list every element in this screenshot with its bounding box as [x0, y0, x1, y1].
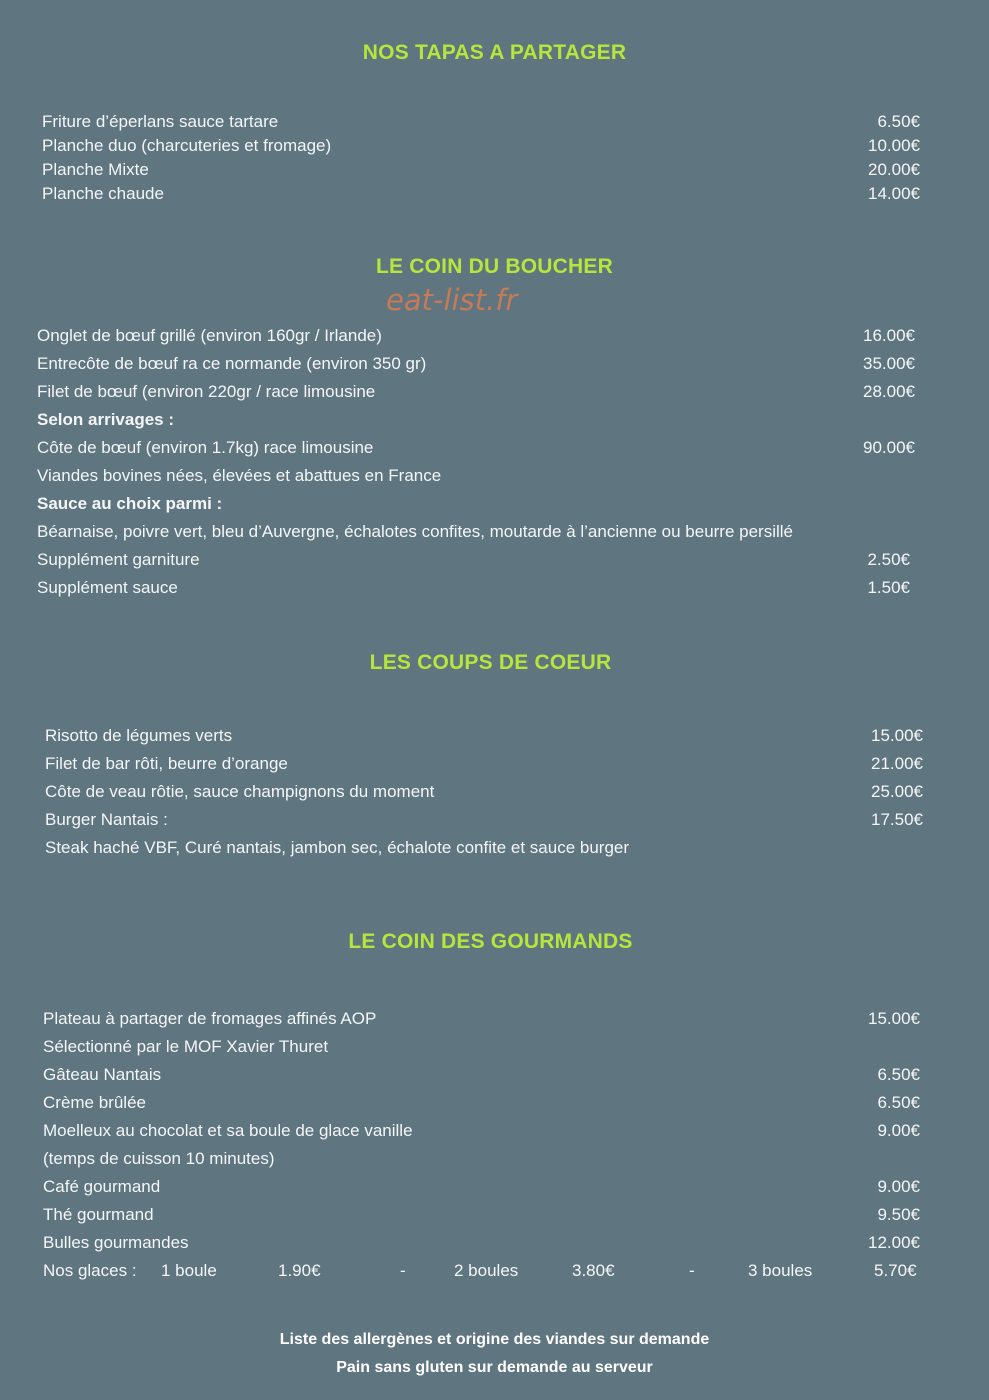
menu-item-label: (temps de cuisson 10 minutes): [43, 1149, 275, 1168]
menu-item-price: 6.50€: [877, 1093, 920, 1112]
section-title-tapas: NOS TAPAS A PARTAGER: [362, 41, 627, 64]
menu-item-price: 10.00€: [868, 136, 920, 155]
menu-item-label: Supplément garniture: [37, 550, 200, 569]
menu-item-label: Entrecôte de bœuf ra ce normande (environ 350 gr): [37, 354, 427, 373]
menu-item-label: Sélectionné par le MOF Xavier Thuret: [43, 1037, 329, 1056]
footer-allergens: Liste des allergènes et origine des viandes sur demande: [279, 1331, 710, 1348]
menu-item-label: Béarnaise, poivre vert, bleu d’Auvergne, échalotes confites, moutarde à l’ancienne ou beurre persillé: [37, 522, 794, 541]
menu-item-label: Planche duo (charcuteries et fromage): [42, 136, 332, 155]
glaces-separator: -: [400, 1261, 406, 1280]
menu-item-price: 9.00€: [877, 1177, 920, 1196]
menu-item-label: Supplément sauce: [37, 578, 178, 597]
menu-item-price: 9.00€: [877, 1121, 920, 1140]
footer-gluten-free: Pain sans gluten sur demande au serveur: [336, 1359, 653, 1376]
section-title-gourmands: LE COIN DES GOURMANDS: [348, 930, 633, 953]
menu-item-label: Steak haché VBF, Curé nantais, jambon sec, échalote confite et sauce burger: [45, 838, 630, 857]
section-title-boucher: LE COIN DU BOUCHER: [376, 255, 613, 278]
menu-item-label: Selon arrivages :: [37, 410, 175, 429]
menu-item-label: Onglet de bœuf grillé (environ 160gr / Irlande): [37, 326, 382, 345]
menu-item-label: Thé gourmand: [43, 1205, 154, 1224]
menu-item-label: Moelleux au chocolat et sa boule de glace vanille: [43, 1121, 413, 1140]
menu-item-label: Bulles gourmandes: [43, 1233, 189, 1252]
glaces-two-label: 2 boules: [454, 1261, 519, 1280]
menu-item-price: 21.00€: [871, 754, 923, 773]
menu-item-price: 9.50€: [877, 1205, 920, 1224]
watermark: eat-list.fr: [386, 283, 518, 317]
glaces-three-price: 5.70€: [874, 1261, 917, 1280]
glaces-one-label: 1 boule: [161, 1261, 217, 1280]
menu-item-label: Gâteau Nantais: [43, 1065, 162, 1084]
glaces-three-label: 3 boules: [748, 1261, 813, 1280]
menu-item-label: Filet de bar rôti, beurre d’orange: [45, 754, 288, 773]
glaces-two-price: 3.80€: [572, 1261, 615, 1280]
menu-item-label: Côte de bœuf (environ 1.7kg) race limousine: [37, 438, 374, 457]
menu-item-label: Café gourmand: [43, 1177, 161, 1196]
menu-item-price: 17.50€: [871, 810, 923, 829]
menu-item-price: 15.00€: [868, 1009, 920, 1028]
menu-item-label: Friture d’éperlans sauce tartare: [42, 112, 279, 131]
menu-item-label: Plateau à partager de fromages affinés AOP: [43, 1009, 377, 1028]
glaces-one-price: 1.90€: [278, 1261, 321, 1280]
menu-item-price: 6.50€: [877, 112, 920, 131]
glaces-row: [0, 1261, 989, 1283]
menu-item-label: Burger Nantais :: [45, 810, 168, 829]
menu-item-price: 35.00€: [863, 354, 915, 373]
menu-item-label: Viandes bovines nées, élevées et abattues en France: [37, 466, 442, 485]
menu-item-price: 2.50€: [867, 550, 910, 569]
section-title-coeur: LES COUPS DE COEUR: [369, 651, 612, 674]
glaces-label: Nos glaces :: [43, 1261, 137, 1280]
menu-item-price: 20.00€: [868, 160, 920, 179]
menu-item-price: 90.00€: [863, 438, 915, 457]
menu-item-price: 1.50€: [867, 578, 910, 597]
glaces-separator: -: [689, 1261, 695, 1280]
menu-item-price: 14.00€: [868, 184, 920, 203]
menu-item-label: Sauce au choix parmi :: [37, 494, 223, 513]
menu-item-price: 25.00€: [871, 782, 923, 801]
menu-item-label: Risotto de légumes verts: [45, 726, 233, 745]
menu-item-price: 28.00€: [863, 382, 915, 401]
menu-item-price: 15.00€: [871, 726, 923, 745]
menu-item-label: Crème brûlée: [43, 1093, 146, 1112]
menu-item-label: Planche Mixte: [42, 160, 149, 179]
menu-item-label: Filet de bœuf (environ 220gr / race limousine: [37, 382, 376, 401]
menu-item-label: Côte de veau rôtie, sauce champignons du moment: [45, 782, 435, 801]
menu-item-label: Planche chaude: [42, 184, 164, 203]
menu-item-price: 6.50€: [877, 1065, 920, 1084]
menu-item-price: 16.00€: [863, 326, 915, 345]
menu-item-price: 12.00€: [868, 1233, 920, 1252]
